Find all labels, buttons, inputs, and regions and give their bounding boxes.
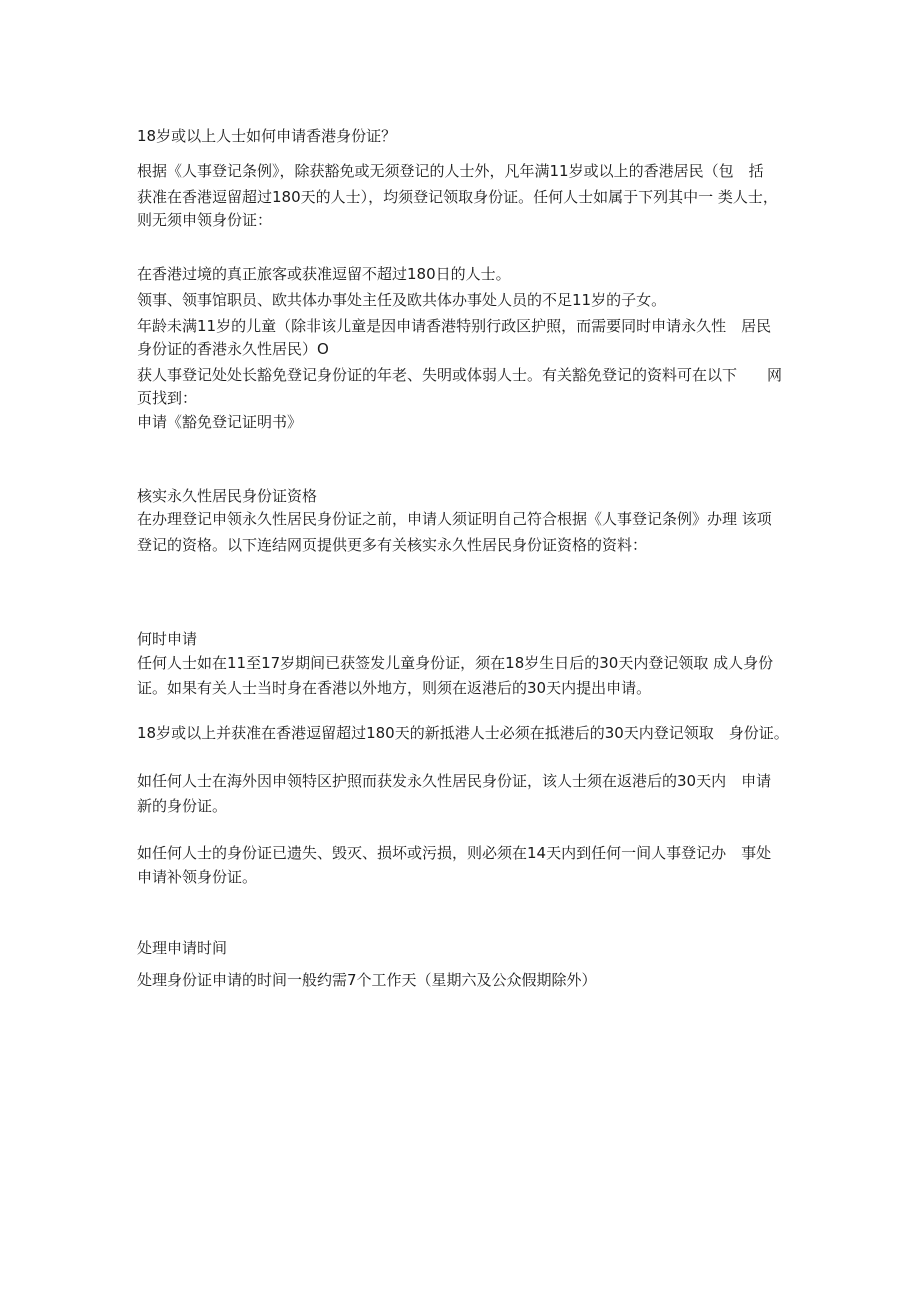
- intro-line-3: 则无须申领身份证：: [137, 211, 273, 229]
- when-p2: 18岁或以上并获准在香港逗留超过180天的新抵港人士必须在抵港后的30天内登记领取 身份证。: [137, 724, 789, 742]
- when-heading: 何时申请: [137, 630, 198, 648]
- verify-heading: 核实永久性居民身份证资格: [137, 487, 318, 505]
- verify-line-2: 登记的资格。以下连结网页提供更多有关核实永久性居民身份证资格的资料：: [137, 536, 648, 554]
- when-p3-line-2: 新的身份证。: [137, 797, 228, 815]
- when-p3-line-1: 如任何人士在海外因申领特区护照而获发永久性居民身份证，该人士须在返港后的30天内 申请: [137, 772, 772, 790]
- intro-line-1: 根据《人事登记条例》，除获豁免或无须登记的人士外，凡年满11岁或以上的香港居民（包 括: [137, 162, 764, 180]
- exemption-certificate-link[interactable]: 申请《豁免登记证明书》: [137, 413, 303, 431]
- verify-line-1: 在办理登记申领永久性居民身份证之前，申请人须证明自己符合根据《人事登记条例》办理 该项: [137, 510, 772, 528]
- when-p1-line-1: 任何人士如在11至17岁期间已获签发儿童身份证，须在18岁生日后的30天内登记领取 成人身份: [137, 654, 774, 672]
- exempt-item-transit: 在香港过境的真正旅客或获准逗留不超过180日的人士。: [137, 265, 511, 283]
- intro-line-2: 获准在香港逗留超过180天的人士），均须登记领取身份证。任何人士如属于下列其中一 类人士，: [137, 188, 778, 206]
- when-p4-line-2: 申请补领身份证。: [137, 868, 258, 886]
- when-p1-line-2: 证。如果有关人士当时身在香港以外地方，则须在返港后的30天内提出申请。: [137, 679, 652, 697]
- page-title: 18岁或以上人士如何申请香港身份证？: [137, 127, 397, 145]
- processing-heading: 处理申请时间: [137, 939, 228, 957]
- exempt-item-elderly-line-2: 页找到：: [137, 389, 198, 407]
- exempt-item-children-line-1: 年龄未满11岁的儿童（除非该儿童是因申请香港特别行政区护照，而需要同时申请永久性 居民: [137, 317, 772, 335]
- exempt-item-elderly-line-1: 获人事登记处处长豁免登记身份证的年老、失明或体弱人士。有关豁免登记的资料可在以下 网: [137, 366, 783, 384]
- when-p4-line-1: 如任何人士的身份证已遗失、毁灭、损坏或污损，则必须在14天内到任何一间人事登记办 事处: [137, 844, 772, 862]
- exempt-item-consular: 领事、领事馆职员、欧共体办事处主任及欧共体办事处人员的不足11岁的子女。: [137, 291, 667, 309]
- exempt-item-children-line-2: 身份证的香港永久性居民）O: [137, 340, 329, 358]
- processing-text: 处理身份证申请的时间一般约需7个工作天（星期六及公众假期除外）: [137, 971, 597, 989]
